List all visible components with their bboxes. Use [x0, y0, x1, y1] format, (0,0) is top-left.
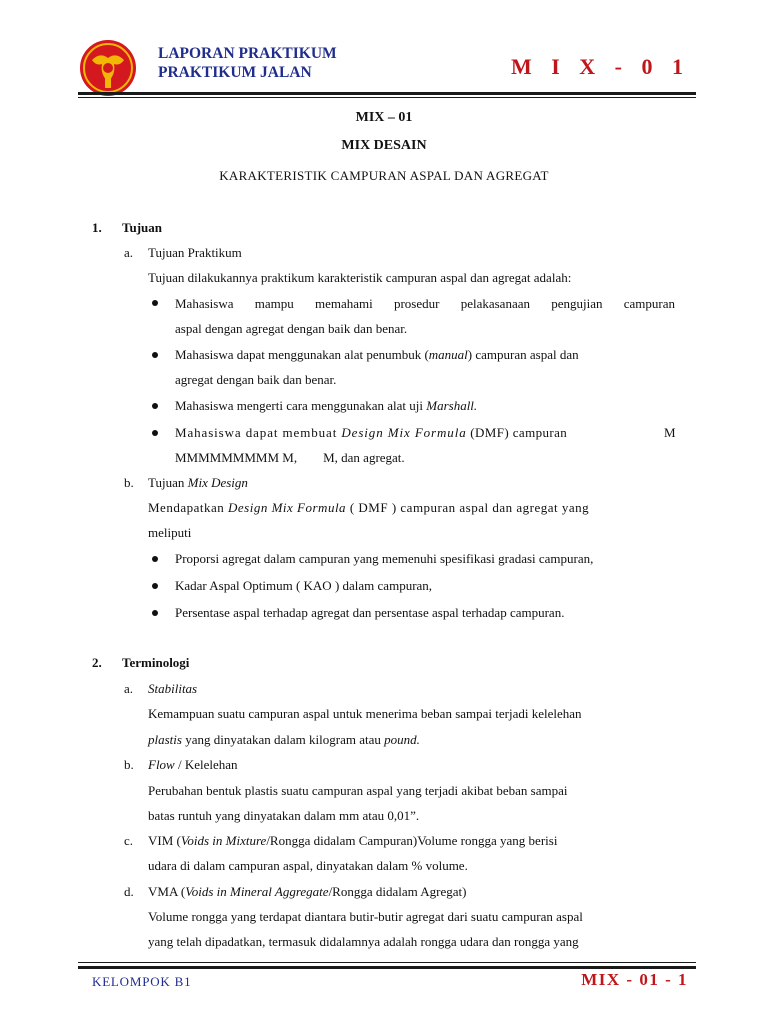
- section1-a-b3: Mahasiswa mengerti cara menggunakan alat uji Marshall.: [175, 398, 478, 413]
- section1-b-b1: Proporsi agregat dalam campuran yang memenuhi spesifikasi gradasi campuran,: [175, 551, 594, 566]
- section1-a-intro: Tujuan dilakukannya praktikum karakteristik campuran aspal dan agregat adalah:: [148, 270, 572, 285]
- report-title: [158, 44, 337, 82]
- section1-a-b4-l1-end: M: [664, 425, 676, 440]
- report-title-line1: LAPORAN PRAKTIKUM: [158, 45, 337, 62]
- section1-number: 1.: [92, 220, 102, 235]
- section2-b-l2: batas runtuh yang dinyatakan dalam mm atau 0,01”.: [148, 808, 420, 823]
- section1-b-b2: Kadar Aspal Optimum ( KAO ) dalam campuran,: [175, 578, 433, 593]
- section2-d-title: VMA (Voids in Mineral Aggregate/Rongga didalam Agregat): [148, 884, 467, 899]
- bullet-icon: [152, 403, 158, 409]
- section2-d-l2: yang telah dipadatkan, termasuk didalamnya adalah rongga udara dan rongga yang: [148, 934, 579, 949]
- header-rule-thin: [78, 97, 696, 98]
- bullet-icon: [152, 430, 158, 436]
- section2-b-title: Flow / Kelelehan: [148, 757, 238, 772]
- footer-page-code: MIX - 01 - 1: [581, 970, 688, 989]
- bullet-icon: [152, 300, 158, 306]
- section2-d-label: d.: [124, 884, 134, 899]
- section1-a-b2-l2: agregat dengan baik dan benar.: [175, 372, 337, 387]
- section2-c-l1: VIM (Voids in Mixture/Rongga didalam Campuran)Volume rongga yang berisi: [148, 833, 558, 848]
- section1-a-title: Tujuan Praktikum: [148, 245, 242, 260]
- section2-number: 2.: [92, 655, 102, 670]
- doc-code-title: MIX – 01: [355, 110, 413, 125]
- section1-b-intro-l1: Mendapatkan Design Mix Formula ( DMF ) campuran aspal dan agregat yang: [148, 500, 590, 515]
- section2-c-label: c.: [124, 833, 134, 848]
- report-title-line2: PRAKTIKUM JALAN: [158, 64, 312, 81]
- doc-main-title: MIX DESAIN: [341, 138, 427, 153]
- section1-b-b3: Persentase aspal terhadap agregat dan persentase aspal terhadap campuran.: [175, 605, 565, 620]
- section1-a-b1-l1: Mahasiswa mampu memahami prosedur pelakasanaan pengujian campuran: [175, 296, 675, 311]
- footer-rule-thick: [78, 966, 696, 969]
- section2-heading: Terminologi: [122, 655, 190, 670]
- section2-d-l1: Volume rongga yang terdapat diantara butir-butir agregat dari suatu campuran aspal: [148, 909, 583, 924]
- header-code: M I X - 0 1: [510, 54, 690, 79]
- bullet-icon: [152, 556, 158, 562]
- footer-group: KELOMPOK B1: [92, 974, 192, 989]
- section2-a-title: Stabilitas: [148, 681, 198, 696]
- section2-a-label: a.: [124, 681, 134, 696]
- section2-b-label: b.: [124, 757, 134, 772]
- section2-a-l2: plastis yang dinyatakan dalam kilogram atau pound.: [148, 732, 420, 747]
- bullet-icon: [152, 583, 158, 589]
- bullet-icon: [152, 610, 158, 616]
- header-rule-thick: [78, 92, 696, 95]
- university-logo-icon: [78, 38, 138, 98]
- b2-text-a: Mahasiswa dapat menggunakan alat penumbuk (manual) campuran aspal dan: [175, 347, 579, 362]
- bullet-icon: [152, 352, 158, 358]
- section1-a-b4-l1: Mahasiswa dapat membuat Design Mix Formula (DMF) campuran: [175, 425, 568, 440]
- section2-c-l2: udara di dalam campuran aspal, dinyatakan dalam % volume.: [148, 858, 468, 873]
- section1-a-b2-l1: [175, 346, 675, 363]
- section1-b-title: Tujuan Mix Design: [148, 475, 248, 490]
- section1-b-intro-l2: meliputi: [148, 525, 192, 540]
- section1-a-b4-l2: MMMMMMMMM M, M, dan agregat.: [175, 450, 405, 465]
- page-header: [78, 38, 696, 98]
- section1-a-label: a.: [124, 245, 134, 260]
- section1-b-label: b.: [124, 475, 134, 490]
- section1-heading: Tujuan: [122, 220, 162, 235]
- footer-rule-thin: [78, 962, 696, 963]
- section2-b-l1: Perubahan bentuk plastis suatu campuran aspal yang terjadi akibat beban sampai: [148, 783, 568, 798]
- section2-a-l1: Kemampuan suatu campuran aspal untuk menerima beban sampai terjadi kelelehan: [148, 706, 582, 721]
- section1-a-b1-l2: aspal dengan agregat dengan baik dan benar.: [175, 321, 408, 336]
- doc-subtitle: KARAKTERISTIK CAMPURAN ASPAL DAN AGREGAT: [219, 168, 549, 183]
